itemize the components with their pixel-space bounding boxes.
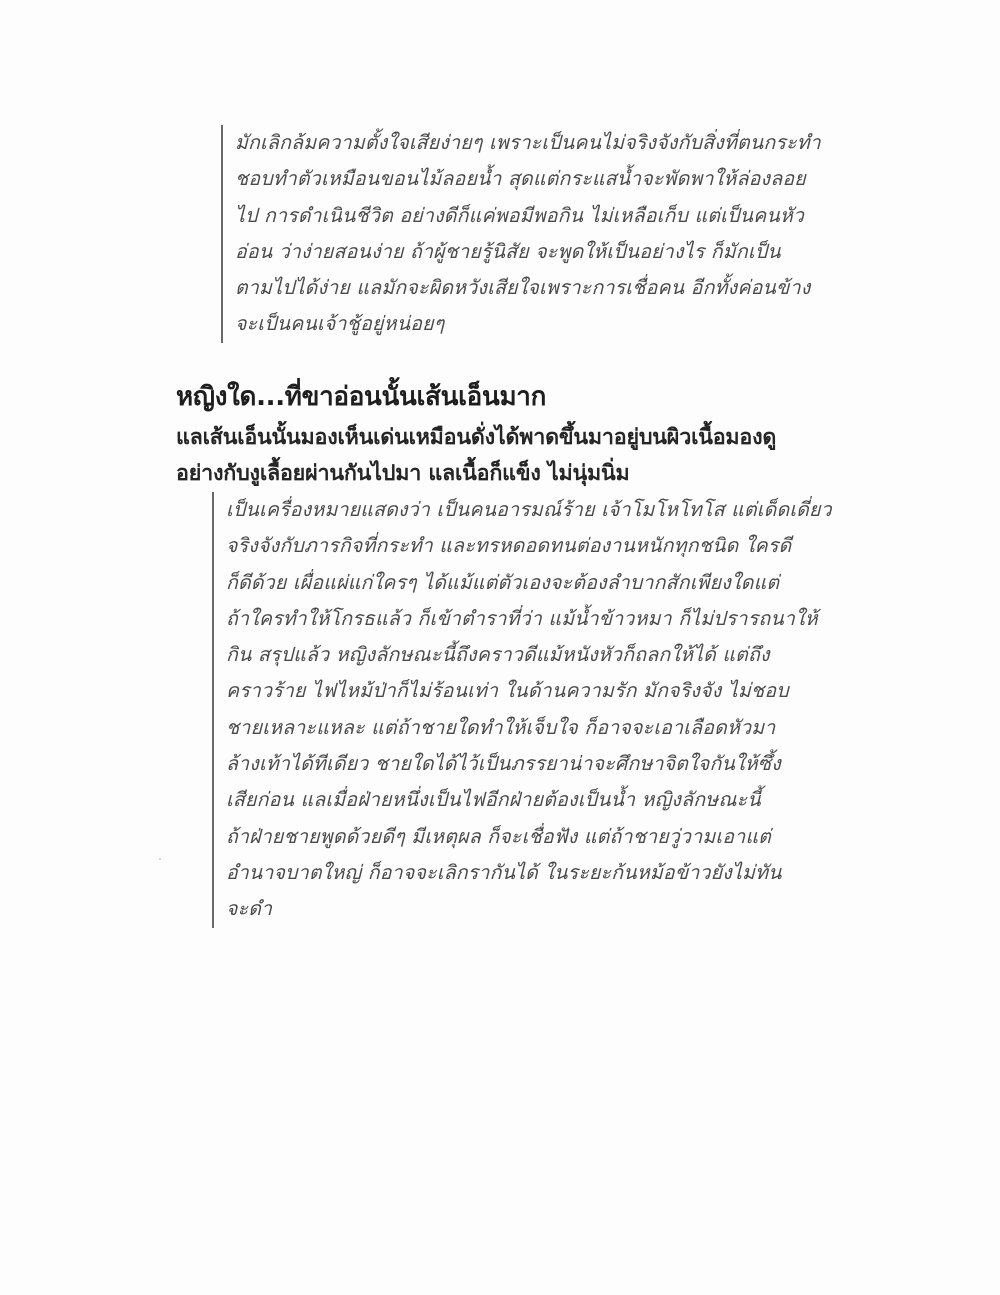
paragraph-line: เป็นเครื่องหมายแสดงว่า เป็นคนอารมณ์ร้าย เจ้าโมโหโทโส แต่เด็ดเดี่ยว (226, 498, 832, 521)
second-paragraph (212, 492, 832, 928)
paragraph-line: ถ้าใครทำให้โกรธแล้ว ก็เข้าตำราที่ว่า แม้น้ำข้าวหมา ก็ไม่ปรารถนาให้ (226, 606, 818, 630)
scan-speck (159, 858, 161, 860)
paragraph-line: ชอบทำตัวเหมือนขอนไม้ลอยน้ำ สุดแต่กระแสน้ำจะพัดพาให้ล่องลอย (235, 167, 806, 191)
paragraph-line: อ่อน ว่าง่ายสอนง่าย ถ้าผู้ชายรู้นิสัย จะพูดให้เป็นอย่างไร ก็มักเป็น (235, 239, 781, 263)
section-subheading (176, 420, 796, 492)
first-paragraph (221, 125, 821, 343)
paragraph-line: ตามไปได้ง่าย แลมักจะผิดหวังเสียใจเพราะการเชื่อคน อีกทั้งค่อนข้าง (235, 276, 811, 300)
subheading-line: อย่างกับงูเลื้อยผ่านกันไปมา แลเนื้อก็แข็ง ไม่นุ่มนิ่ม (176, 461, 630, 486)
paragraph-line: จริงจังกับภารกิจที่กระทำ และทรหดอดทนต่องานหนักทุกชนิด ใครดี (226, 534, 792, 558)
paragraph-line: จะเป็นคนเจ้าชู้อยู่หน่อยๆ (235, 312, 445, 336)
paragraph-line: จะดำ (226, 897, 273, 921)
section-heading: หญิงใด...ที่ขาอ่อนนั้นเส้นเอ็นมาก (176, 382, 547, 412)
subheading-line: แลเส้นเอ็นนั้นมองเห็นเด่นเหมือนดั่งได้พาดขึ้นมาอยู่บนผิวเนื้อมองดู (176, 425, 777, 450)
paragraph-line: เสียก่อน แลเมื่อฝ่ายหนึ่งเป็นไฟอีกฝ่ายต้องเป็นน้ำ หญิงลักษณะนี้ (226, 788, 761, 812)
paragraph-line: ชายเหลาะแหละ แต่ถ้าชายใดทำให้เจ็บใจ ก็อาจจะเอาเลือดหัวมา (226, 715, 776, 739)
paragraph-line: คราวร้าย ไฟไหม้ป่าก็ไม่ร้อนเท่า ในด้านความรัก มักจริงจัง ไม่ชอบ (226, 679, 789, 703)
paragraph-line: ไป การดำเนินชีวิต อย่างดีก็แค่พอมีพอกิน ไม่เหลือเก็บ แต่เป็นคนหัว (235, 203, 805, 227)
paragraph-line: กิน สรุปแล้ว หญิงลักษณะนี้ถึงคราวดีแม้หนังหัวก็ถลกให้ได้ แต่ถึง (226, 643, 770, 667)
paragraph-line: ก็ดีด้วย เผื่อแผ่แก่ใครๆ ได้แม้แต่ตัวเองจะต้องลำบากสักเพียงใดแต่ (226, 570, 780, 594)
paragraph-line: มักเลิกล้มความตั้งใจเสียง่ายๆ เพราะเป็นคนไม่จริงจังกับสิ่งที่ตนกระทำ (235, 131, 821, 154)
paragraph-line: ล้างเท้าได้ทีเดียว ชายใดได้ไว้เป็นภรรยาน่าจะศึกษาจิตใจกันให้ซึ้ง (226, 752, 781, 776)
paragraph-line: อำนาจบาตใหญ่ ก็อาจจะเลิกรากันได้ ในระยะก้นหม้อข้าวยังไม่ทัน (226, 860, 782, 884)
paragraph-line: ถ้าฝ่ายชายพูดด้วยดีๆ มีเหตุผล ก็จะเชื่อฟัง แต่ถ้าชายวู่วามเอาแต่ (226, 824, 771, 848)
